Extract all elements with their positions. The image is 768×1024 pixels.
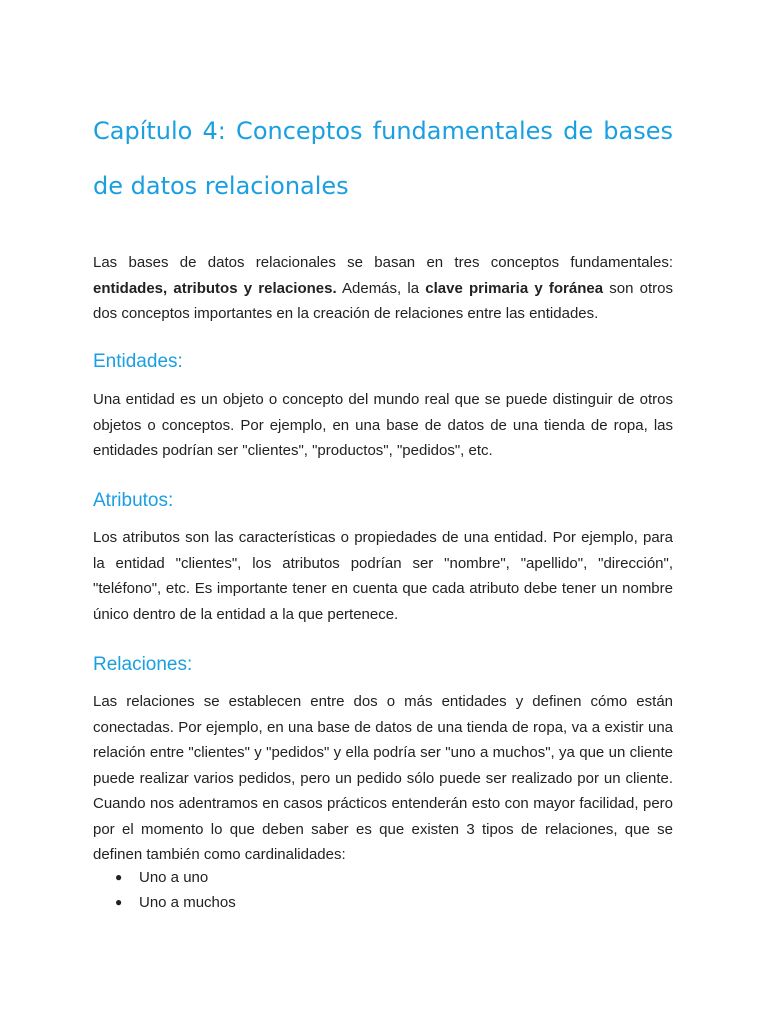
bullet-icon: ● <box>115 895 123 909</box>
heading-relaciones: Relaciones: <box>93 654 193 675</box>
chapter-title: Capítulo 4: Conceptos fundamentales de bases de datos relacionales <box>93 117 673 200</box>
cardinality-list <box>93 865 236 915</box>
paragraph-relaciones: Las relaciones se establecen entre dos o más entidades y definen cómo están conectadas. Por ejemplo, en una base de datos de una tienda de ropa, va a existir una relación entre "clientes" y "pedidos" y ella podría ser "uno a muchos", ya que un cliente puede realizar varios pedidos, pero un pedido sólo puede ser realizado por un cliente. Cuando nos adentramos en casos prácticos entenderán esto con mayor facilidad, pero por el momento lo que deben saber es que existen 3 tipos de relaciones, que se definen también como cardinalidades: <box>93 693 673 863</box>
intro-bold-concepts: entidades, atributos y relaciones. <box>93 279 337 297</box>
paragraph-atributos: Los atributos son las características o propiedades de una entidad. Por ejemplo, para la entidad "clientes", los atributos podrían ser "nombre", "apellido", "dirección", "teléfono", etc. Es importante tener en cuenta que cada atributo debe tener un nombre único dentro de la entidad a la que pertenece. <box>93 529 673 623</box>
intro-text-2: Además, la <box>336 279 426 297</box>
list-item <box>93 890 236 915</box>
intro-paragraph <box>93 250 673 327</box>
heading-entidades: Entidades: <box>93 351 183 372</box>
intro-bold-keys: clave primaria y foránea <box>425 279 604 297</box>
list-item-label: Uno a uno <box>139 869 209 886</box>
list-item-label: Uno a muchos <box>139 894 236 911</box>
list-item <box>93 865 236 890</box>
heading-atributos: Atributos: <box>93 490 174 511</box>
bullet-icon: ● <box>115 870 123 884</box>
intro-text-1: Las bases de datos relacionales se basan en tres conceptos fundamentales: <box>93 254 673 271</box>
intro-text-3: son otros dos conceptos importantes en la creación de relaciones entre las entidades. <box>93 279 673 322</box>
paragraph-entidades: Una entidad es un objeto o concepto del mundo real que se puede distinguir de otros objetos o conceptos. Por ejemplo, en una base de datos de una tienda de ropa, las entidades podrían ser "clientes", "productos", "pedidos", etc. <box>93 391 673 459</box>
